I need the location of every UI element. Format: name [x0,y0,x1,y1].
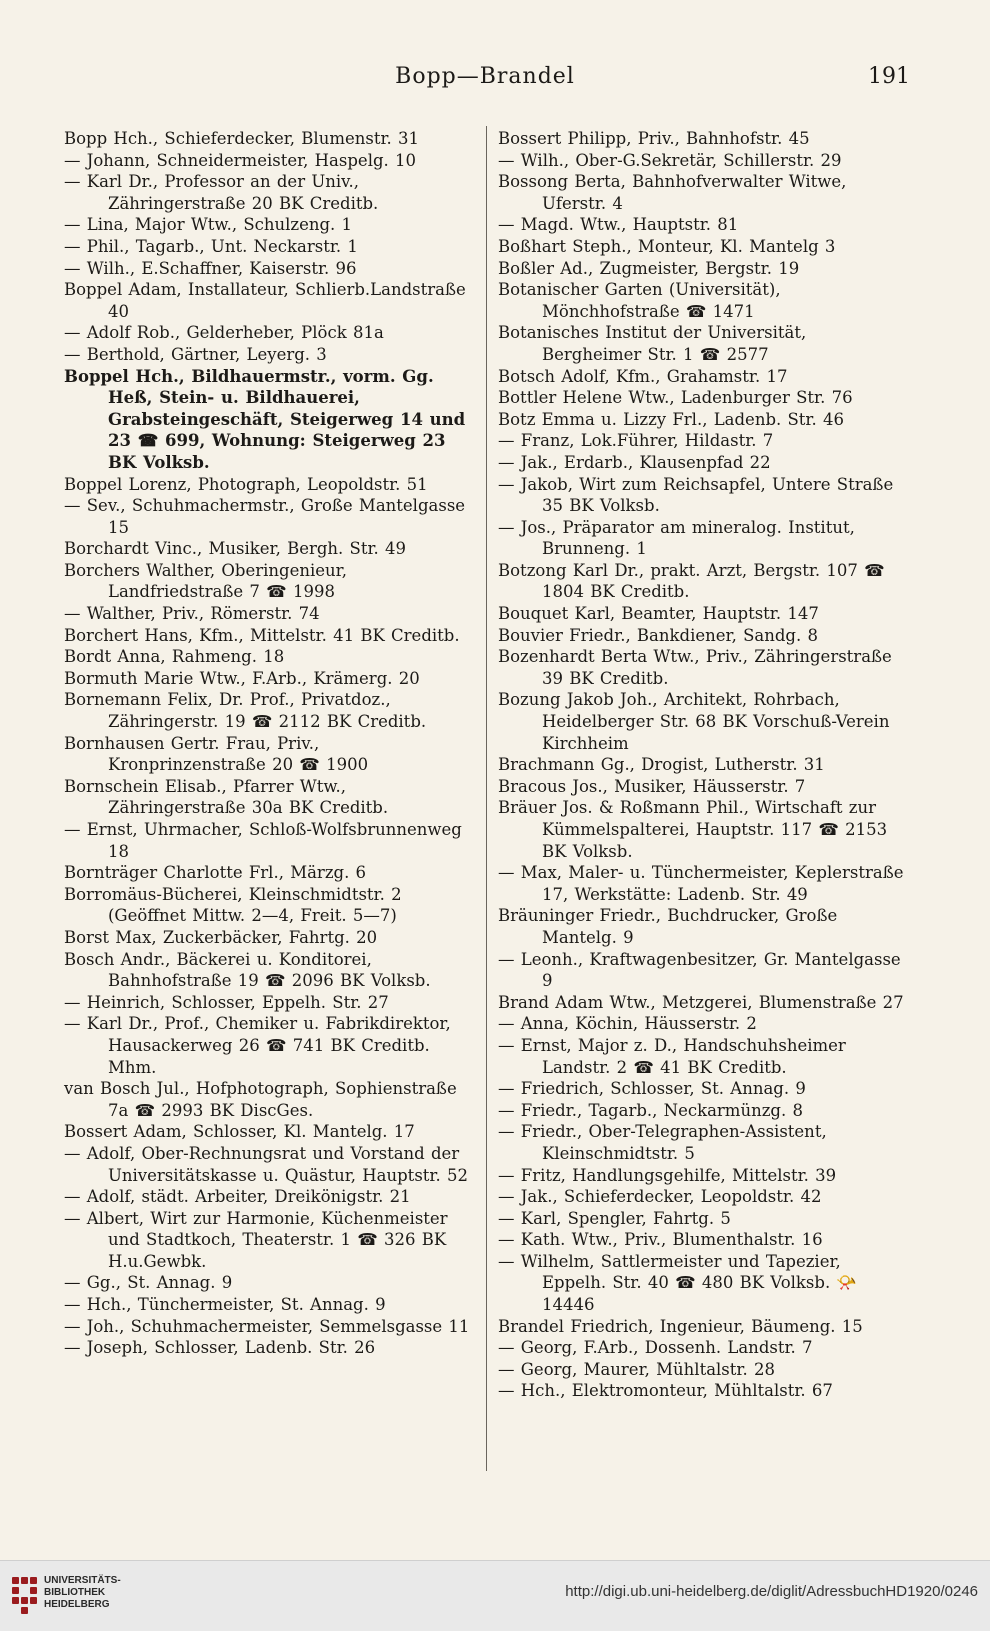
directory-entry: — Jos., Präparator am mineralog. Institut, Brunneng. 1 [498,517,855,559]
directory-entry: — Hch., Elektromonteur, Mühltalstr. 67 [498,1381,833,1401]
directory-entry: — Magd. Wtw., Hauptstr. 81 [498,215,739,235]
directory-entry: — Hch., Tünchermeister, St. Annag. 9 [64,1295,386,1315]
directory-entry: Brandel Friedrich, Ingenieur, Bäumeng. 15 [498,1316,863,1336]
directory-entry: Bouquet Karl, Beamter, Hauptstr. 147 [498,604,819,624]
directory-entry: Bosch Andr., Bäckerei u. Konditorei, Bahnhofstraße 19 ☎ 2096 BK Volksb. [64,949,431,991]
directory-entry: Bossert Philipp, Priv., Bahnhofstr. 45 [498,129,810,148]
directory-entry: — Wilhelm, Sattlermeister und Tapezier, Eppelh. Str. 40 ☎ 480 BK Volksb. 📯 14446 [498,1251,857,1315]
directory-entry: — Jak., Erdarb., Klausenpfad 22 [498,452,771,472]
directory-entry: — Adolf, Ober-Rechnungsrat und Vorstand der Universitätskasse u. Quästur, Hauptstr. 52 [64,1143,468,1185]
directory-entry: — Karl Dr., Prof., Chemiker u. Fabrikdirektor, Hausackerweg 26 ☎ 741 BK Creditb. Mhm. [64,1014,451,1077]
directory-entry: Bormuth Marie Wtw., F.Arb., Krämerg. 20 [64,668,420,688]
directory-entry: Bornträger Charlotte Frl., Märzg. 6 [64,863,367,883]
logo-mark-icon [12,1577,38,1615]
directory-entry: Borchardt Vinc., Musiker, Bergh. Str. 49 [64,539,407,559]
directory-entry: Bottler Helene Wtw., Ladenburger Str. 76 [498,388,853,408]
directory-entry: Boppel Hch., Bildhauermstr., vorm. Gg. Heß, Stein- u. Bildhauerei, Grabsteingeschäft, Steigerweg 14 und 23 ☎ 699, Wohnung: Steigerweg 23 BK Volksb. [64,366,466,472]
directory-entry: Bossert Adam, Schlosser, Kl. Mantelg. 17 [64,1122,415,1142]
directory-entry: Brachmann Gg., Drogist, Lutherstr. 31 [498,755,825,775]
directory-entry: — Berthold, Gärtner, Leyerg. 3 [64,344,327,364]
directory-entry: — Gg., St. Annag. 9 [64,1273,233,1293]
directory-entry: — Ernst, Uhrmacher, Schloß-Wolfsbrunnenweg 18 [64,820,462,861]
directory-entry: Bouvier Friedr., Bankdiener, Sandg. 8 [498,625,818,645]
directory-entry: Bornhausen Gertr. Frau, Priv., Kronprinzenstraße 20 ☎ 1900 [64,733,369,775]
directory-entry: Bräuninger Friedr., Buchdrucker, Große Mantelg. 9 [498,906,838,947]
directory-entry: van Bosch Jul., Hofphotograph, Sophienstraße 7a ☎ 2993 BK DiscGes. [64,1079,457,1120]
directory-entry: — Jakob, Wirt zum Reichsapfel, Untere Straße 35 BK Volksb. [498,474,894,516]
directory-entry: Borchert Hans, Kfm., Mittelstr. 41 BK Creditb. [64,625,460,645]
directory-entry: — Wilh., E.Schaffner, Kaiserstr. 96 [64,258,357,278]
directory-entry: — Leonh., Kraftwagenbesitzer, Gr. Mantelgasse 9 [498,949,901,991]
directory-entry: Botz Emma u. Lizzy Frl., Ladenb. Str. 46 [498,409,844,429]
page-header [60,64,910,96]
directory-entry: Brand Adam Wtw., Metzgerei, Blumenstraße 27 [498,992,904,1012]
logo-line: HEIDELBERG [44,1599,110,1610]
directory-entry: Bozung Jakob Joh., Architekt, Rohrbach, Heidelberger Str. 68 BK Vorschuß-Verein Kirchheim [498,690,890,753]
directory-entry: — Georg, F.Arb., Dossenh. Landstr. 7 [498,1338,813,1358]
directory-entry: Botsch Adolf, Kfm., Grahamstr. 17 [498,366,788,386]
directory-entry: Botanisches Institut der Universität, Bergheimer Str. 1 ☎ 2577 [498,323,807,364]
directory-entry: — Phil., Tagarb., Unt. Neckarstr. 1 [64,236,358,256]
directory-entry: — Friedr., Tagarb., Neckarmünzg. 8 [498,1100,803,1120]
directory-entry: — Joseph, Schlosser, Ladenb. Str. 26 [64,1338,376,1358]
running-head: Bopp—Brandel [395,64,575,89]
directory-entry: — Friedrich, Schlosser, St. Annag. 9 [498,1079,806,1099]
directory-entry: — Heinrich, Schlosser, Eppelh. Str. 27 [64,992,389,1012]
right-column [498,128,908,1402]
directory-entry: Borchers Walther, Oberingenieur, Landfriedstraße 7 ☎ 1998 [64,560,347,602]
directory-entry: Boßler Ad., Zugmeister, Bergstr. 19 [498,258,800,278]
directory-entry: — Albert, Wirt zur Harmonie, Küchenmeister und Stadtkoch, Theaterstr. 1 ☎ 326 BK H.u.Gewbk. [64,1208,448,1271]
library-logo[interactable] [12,1573,122,1621]
directory-entry: — Georg, Maurer, Mühltalstr. 28 [498,1359,775,1379]
directory-entry: — Wilh., Ober-G.Sekretär, Schillerstr. 29 [498,150,842,170]
logo-line: BIBLIOTHEK [44,1587,106,1598]
directory-entry: — Adolf Rob., Gelderheber, Plöck 81a [64,323,384,343]
directory-entry: — Johann, Schneidermeister, Haspelg. 10 [64,150,417,170]
footer-bar [0,1560,990,1631]
directory-entry: Bozenhardt Berta Wtw., Priv., Zähringerstraße 39 BK Creditb. [498,647,892,688]
directory-entry: Botanischer Garten (Universität), Mönchhofstraße ☎ 1471 [498,280,781,321]
directory-entry: — Sev., Schuhmachermstr., Große Mantelgasse 15 [64,496,466,537]
left-column [64,128,476,1359]
directory-entry: Bornemann Felix, Dr. Prof., Privatdoz., Zähringerstr. 19 ☎ 2112 BK Creditb. [64,690,427,732]
directory-entry: Bornschein Elisab., Pfarrer Wtw., Zähringerstraße 30a BK Creditb. [64,776,389,818]
directory-entry: — Fritz, Handlungsgehilfe, Mittelstr. 39 [498,1165,837,1185]
directory-entry: — Kath. Wtw., Priv., Blumenthalstr. 16 [498,1230,823,1250]
directory-entry: — Ernst, Major z. D., Handschuhsheimer Landstr. 2 ☎ 41 BK Creditb. [498,1035,846,1077]
directory-entry: Bopp Hch., Schieferdecker, Blumenstr. 31 [64,129,420,148]
directory-entry: — Karl, Spengler, Fahrtg. 5 [498,1208,731,1228]
directory-entry: — Lina, Major Wtw., Schulzeng. 1 [64,215,353,235]
directory-entry: Boppel Adam, Installateur, Schlierb.Landstraße 40 [64,280,466,321]
directory-entry: — Max, Maler- u. Tünchermeister, Keplerstraße 17, Werkstätte: Ladenb. Str. 49 [498,863,904,904]
directory-entry: — Anna, Köchin, Häusserstr. 2 [498,1014,757,1034]
page-number: 191 [868,64,910,89]
directory-entry: — Friedr., Ober-Telegraphen-Assistent, Kleinschmidtstr. 5 [498,1122,827,1163]
directory-entry: — Walther, Priv., Römerstr. 74 [64,604,320,624]
directory-entry: Botzong Karl Dr., prakt. Arzt, Bergstr. 107 ☎ 1804 BK Creditb. [498,560,885,602]
directory-entry: Boßhart Steph., Monteur, Kl. Mantelg 3 [498,236,836,256]
column-divider [486,126,487,1471]
directory-entry: Borst Max, Zuckerbäcker, Fahrtg. 20 [64,927,378,947]
directory-entry: — Joh., Schuhmachermeister, Semmelsgasse 11 [64,1316,470,1336]
directory-entry: Bordt Anna, Rahmeng. 18 [64,647,285,667]
logo-text [44,1575,121,1611]
directory-entry: Bossong Berta, Bahnhofverwalter Witwe, Uferstr. 4 [498,172,847,213]
directory-entry: — Franz, Lok.Führer, Hildastr. 7 [498,431,774,451]
directory-entry: Borromäus-Bücherei, Kleinschmidtstr. 2 (Geöffnet Mittw. 2—4, Freit. 5—7) [64,884,402,926]
directory-entry: — Jak., Schieferdecker, Leopoldstr. 42 [498,1187,822,1207]
directory-entry: — Adolf, städt. Arbeiter, Dreikönigstr. 21 [64,1187,411,1207]
directory-entry: Bracous Jos., Musiker, Häusserstr. 7 [498,776,806,796]
directory-entry: Boppel Lorenz, Photograph, Leopoldstr. 51 [64,474,428,494]
source-url-link[interactable]: http://digi.ub.uni-heidelberg.de/diglit/AdressbuchHD1920/0246 [565,1583,978,1600]
directory-entry: — Karl Dr., Professor an der Univ., Zähringerstraße 20 BK Creditb. [64,172,379,213]
logo-line: UNIVERSITÄTS- [44,1575,121,1586]
directory-entry: Bräuer Jos. & Roßmann Phil., Wirtschaft zur Kümmelspalterei, Hauptstr. 117 ☎ 2153 BK Volksb. [498,798,888,861]
